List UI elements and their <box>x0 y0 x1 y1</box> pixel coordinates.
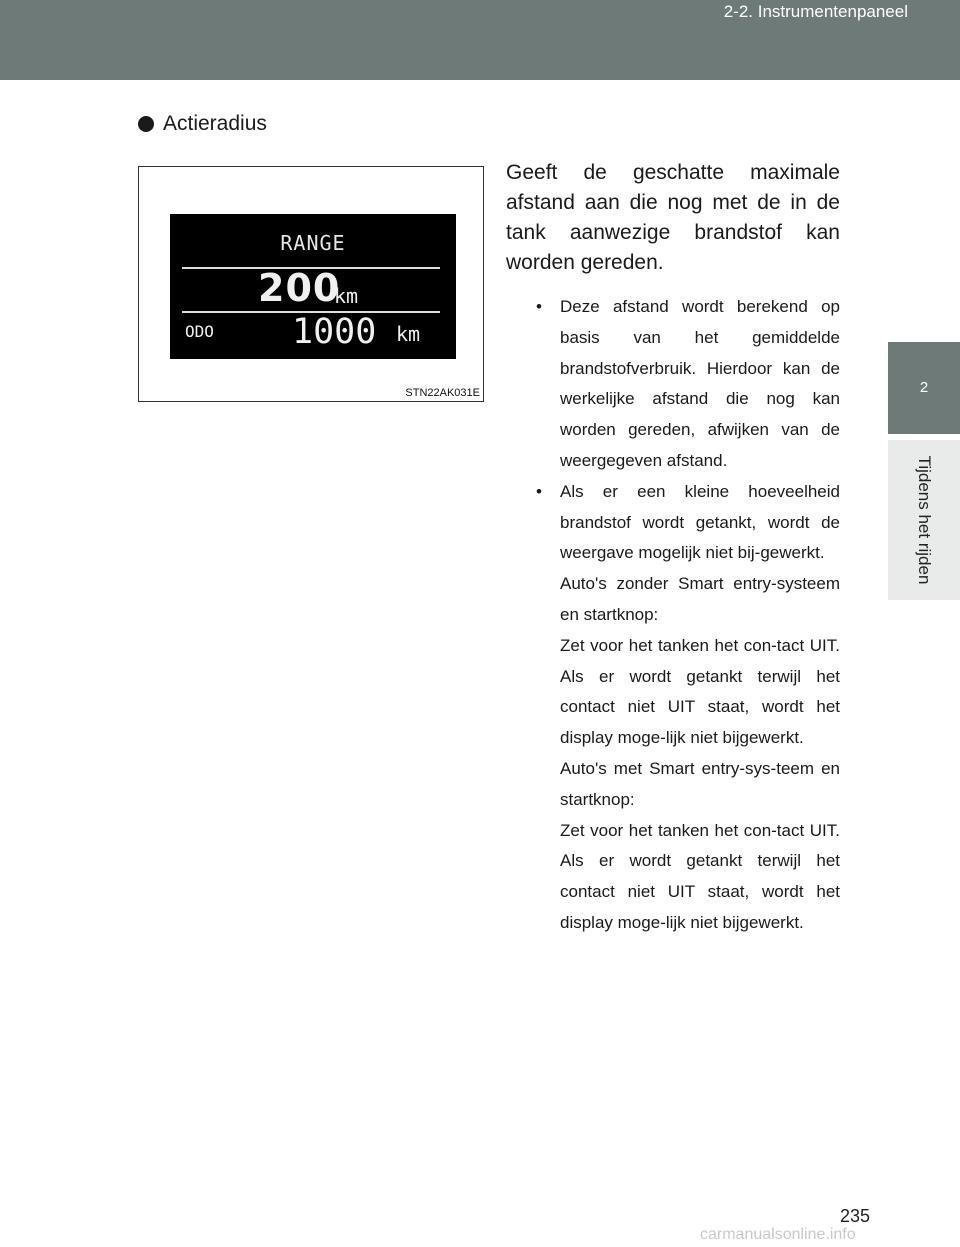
bullet-icon: • <box>536 297 542 316</box>
list-item <box>536 477 840 569</box>
list-item <box>536 292 840 477</box>
chapter-tab-number: 2 <box>888 342 960 434</box>
figure-code: STN22AK031E <box>405 387 480 399</box>
bullet-list <box>536 292 840 939</box>
list-item-text: Deze afstand wordt berekend op basis van het gemiddelde brandstofverbruik. Hierdoor kan de werkelijke afstand die nog kan worden gereden, afwijken van de weergegeven afstand. <box>560 297 840 470</box>
odo-unit: km <box>396 322 421 346</box>
display-title: RANGE <box>280 231 346 255</box>
odo-label: ODO <box>185 322 214 341</box>
display-figure <box>138 166 484 402</box>
chapter-title: 2-2. Instrumentenpaneel <box>723 2 908 21</box>
odo-value: 1000 <box>292 312 377 352</box>
list-item-text: Als er een kleine hoeveelheid brandstof wordt getankt, wordt de weergave mogelijk niet bij-gewerkt. <box>560 481 840 563</box>
sub-paragraph: Auto's zonder Smart entry-systeem en startknop: <box>560 574 840 624</box>
heading-bullet-icon <box>138 116 154 132</box>
sub-paragraph: Zet voor het tanken het con-tact UIT. Als er wordt getankt terwijl het contact niet UIT staat, wordt het display moge-lijk niet bijgewerkt. <box>560 635 840 748</box>
intro-paragraph: Geeft de geschatte maximale afstand aan die nog met de in de tank aanwezige brandstof kan worden gereden. <box>506 161 840 274</box>
bullet-icon: • <box>536 481 542 501</box>
range-display <box>170 214 456 359</box>
watermark: carmanualsonline.info <box>700 1226 856 1243</box>
chapter-tab-label-text: Tijdens het rijden <box>915 455 934 585</box>
sub-paragraph: Auto's met Smart entry-sys-teem en startknop: <box>560 758 840 809</box>
section-heading-text: Actieradius <box>163 112 267 135</box>
range-value: 200 <box>258 266 341 310</box>
chapter-tab-label <box>888 440 960 600</box>
page-number: 235 <box>840 1206 871 1226</box>
sub-paragraph: Zet voor het tanken het con-tact UIT. Als er wordt getankt terwijl het contact niet UIT staat, wordt het display moge-lijk niet bijgewerkt. <box>560 820 840 932</box>
page-header <box>0 0 960 80</box>
range-unit: km <box>334 284 359 308</box>
section-heading <box>138 112 267 136</box>
